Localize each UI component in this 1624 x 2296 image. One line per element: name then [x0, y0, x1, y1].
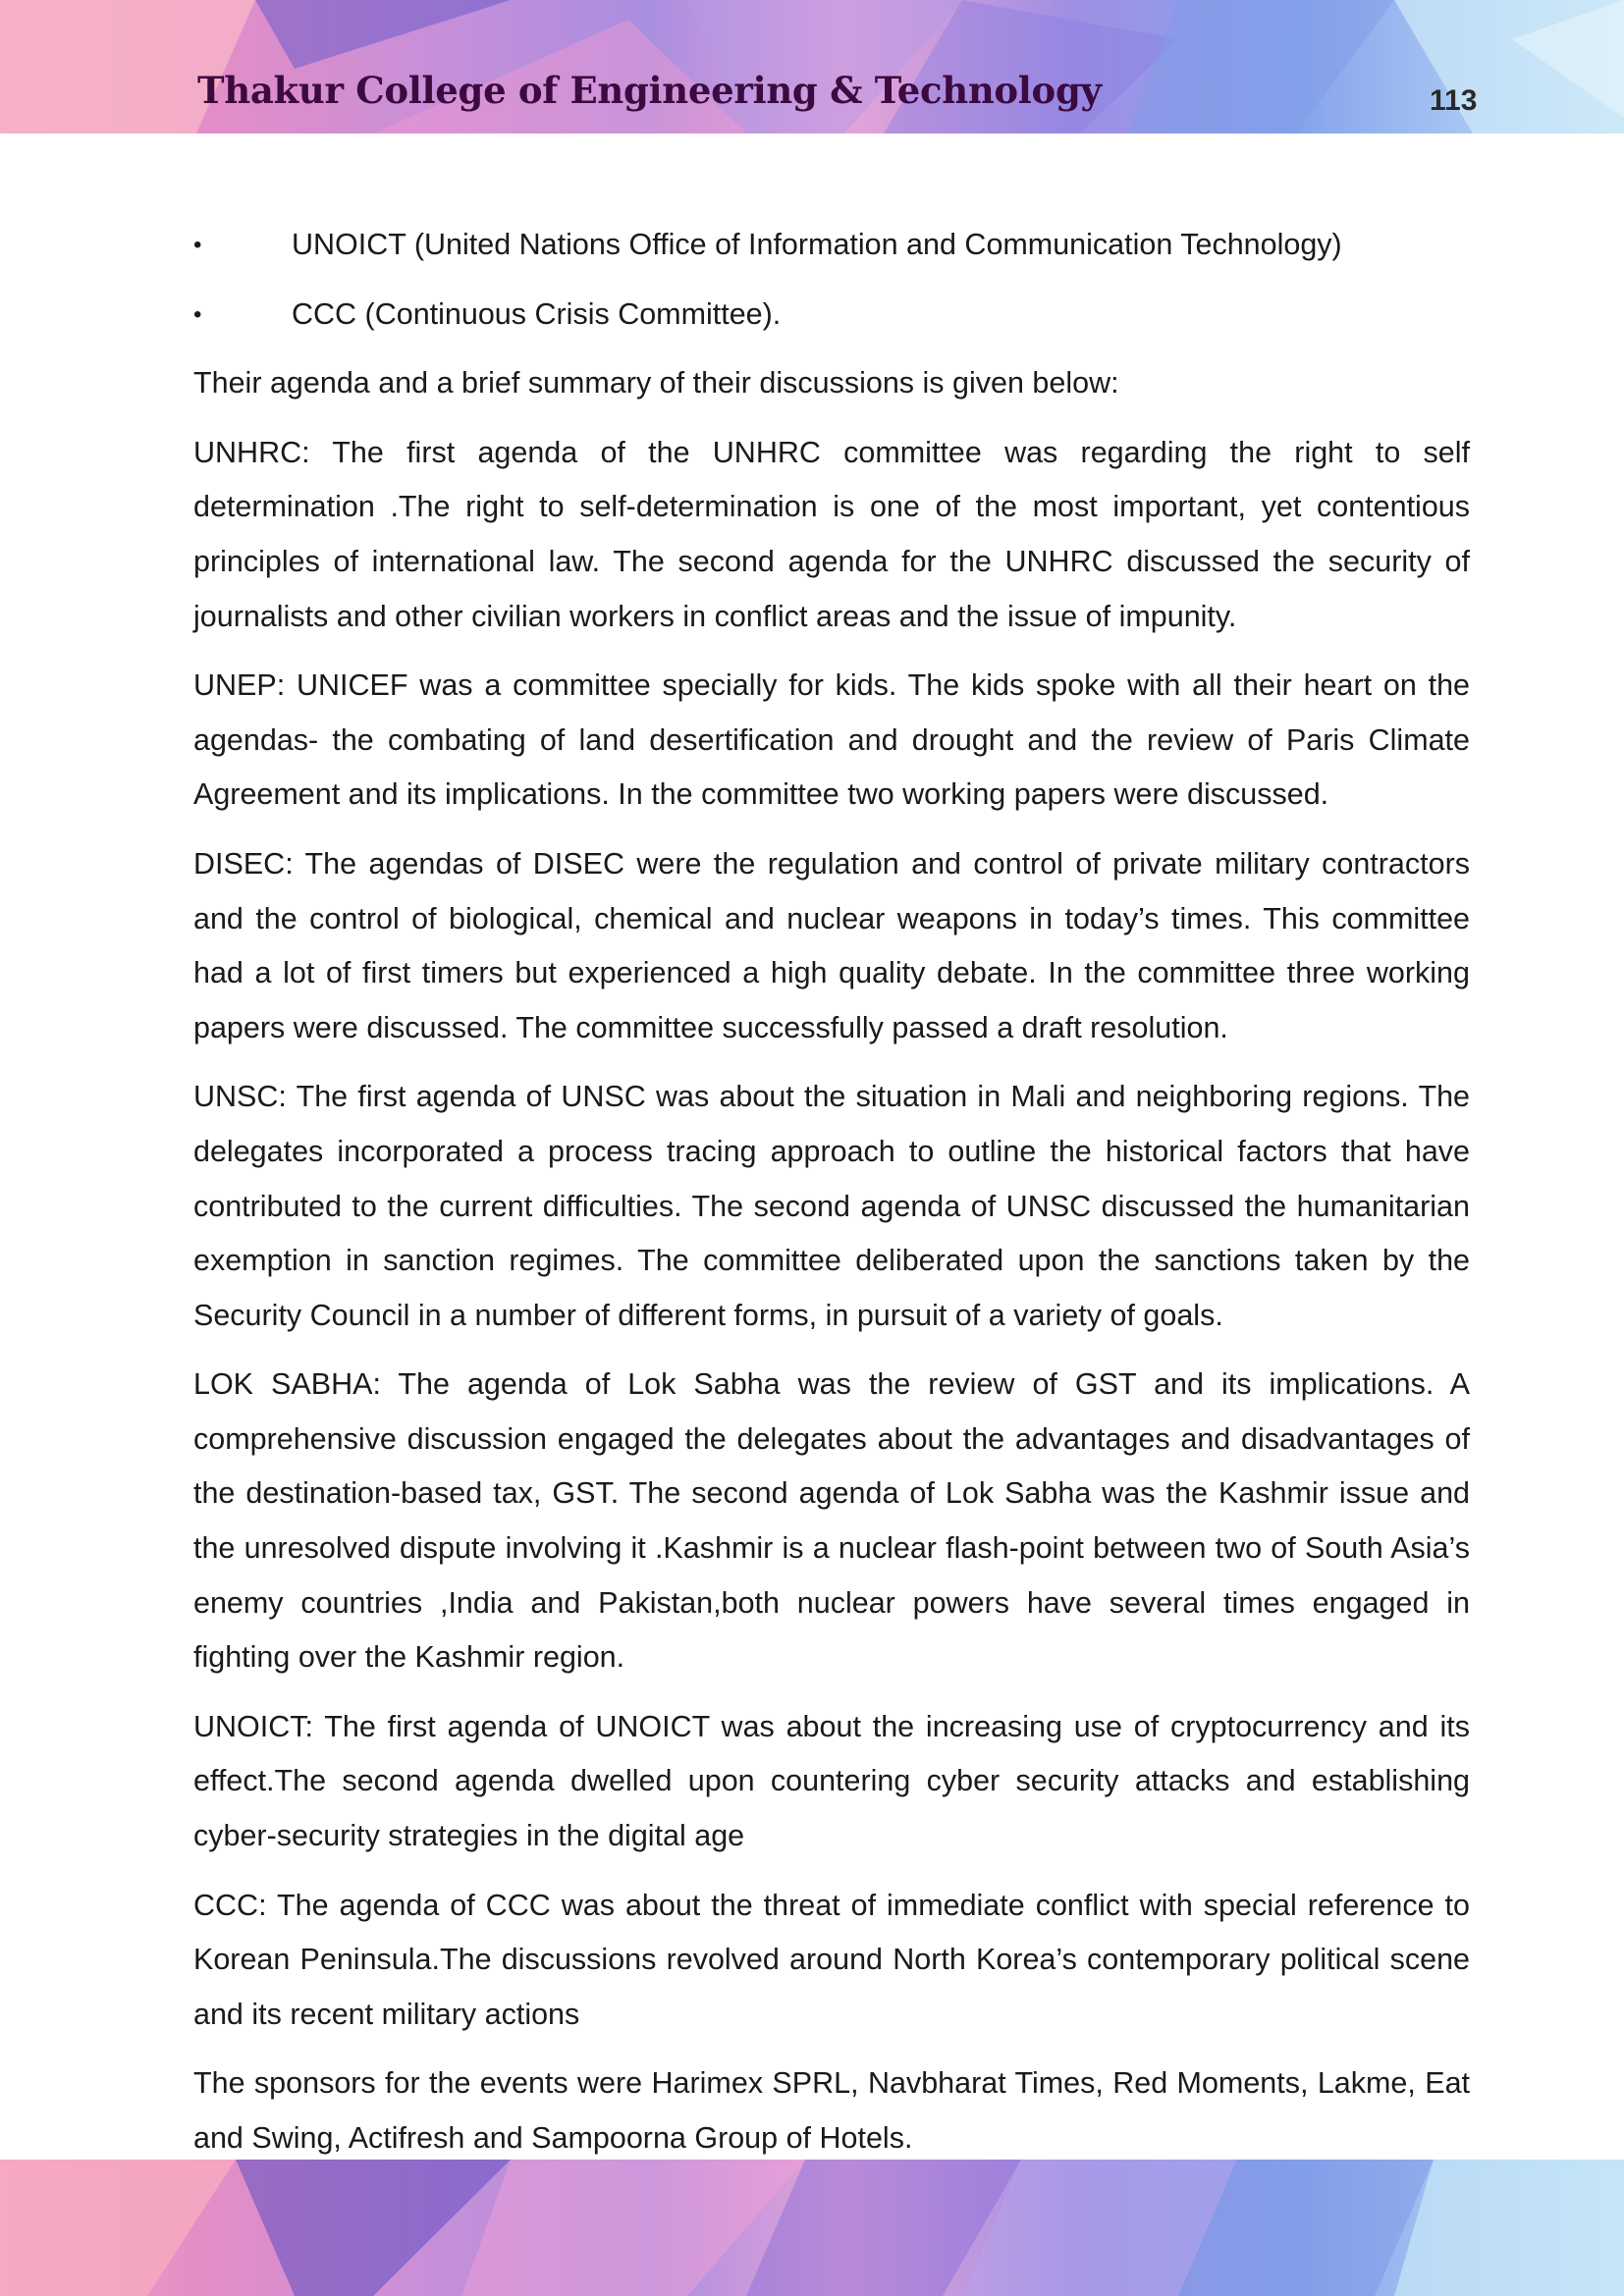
bullet-dot: •	[193, 300, 202, 328]
footer-decor-shapes	[0, 2160, 1624, 2296]
bullet-text: CCC (Continuous Crisis Committee).	[292, 296, 782, 331]
footer-banner	[0, 2160, 1624, 2296]
disec-paragraph: DISEC: The agendas of DISEC were the regulation and control of private military contractors and the control of biological, chemical and nuclear weapons in today’s times. This committee had a lot of first timers but experienced a high quality debate. In the committee three working papers were discussed. The committee successfully passed a draft resolution.	[193, 846, 1470, 1044]
lok-sabha-paragraph: LOK SABHA: The agenda of Lok Sabha was the review of GST and its implications. A comprehensive discussion engaged the delegates about the advantages and disadvantages of the destination-based tax, GST. The second agenda of Lok Sabha was the Kashmir issue and the unresolved dispute involving it .Kashmir is a nuclear flash-point between two of South Asia’s enemy countries ,India and Pakistan,both nuclear powers have several times engaged in fighting over the Kashmir region.	[193, 1367, 1470, 1675]
bullet-dot: •	[193, 232, 202, 258]
header-decor-shapes	[0, 0, 1624, 133]
page-content	[193, 218, 1470, 2181]
bullet-item	[193, 218, 1470, 273]
ccc-paragraph: CCC: The agenda of CCC was about the threat of immediate conflict with special reference to Korean Peninsula.The discussions revolved around North Korea’s contemporary political scene and its recent military actions	[193, 1888, 1470, 2031]
sponsors-paragraph: The sponsors for the events were Harimex SPRL, Navbharat Times, Red Moments, Lakme, Eat and Swing, Actifresh and Sampoorna Group of Hotels.	[193, 2066, 1470, 2155]
intro-paragraph: Their agenda and a brief summary of their discussions is given below:	[193, 366, 1119, 400]
college-name: Thakur College of Engineering & Technology	[197, 69, 1102, 112]
unhrc-paragraph: UNHRC: The first agenda of the UNHRC committee was regarding the right to self determination .The right to self-determination is one of the most important, yet contentious principles of international law. The second agenda for the UNHRC discussed the security of journalists and other civilian workers in conflict areas and the issue of impunity.	[193, 435, 1470, 633]
unoict-paragraph: UNOICT: The first agenda of UNOICT was about the increasing use of cryptocurrency and its effect.The second agenda dwelled upon countering cyber security attacks and establishing cyber-security strategies in the digital age	[193, 1709, 1470, 1853]
header-banner	[0, 0, 1624, 133]
unsc-paragraph: UNSC: The first agenda of UNSC was about the situation in Mali and neighboring regions. The delegates incorporated a process tracing approach to outline the historical factors that have contributed to the current difficulties. The second agenda of UNSC discussed the humanitarian exemption in sanction regimes. The committee deliberated upon the sanctions taken by the Security Council in a number of different forms, in pursuit of a variety of goals.	[193, 1080, 1470, 1332]
bullet-text: UNOICT (United Nations Office of Information and Communication Technology)	[292, 228, 1342, 261]
page-number: 113	[1430, 84, 1478, 117]
unep-paragraph: UNEP: UNICEF was a committee specially for kids. The kids spoke with all their heart on the agendas- the combating of land desertification and drought and the review of Paris Climate Agreement and its implications. In the committee two working papers were discussed.	[193, 668, 1470, 812]
bullet-item	[193, 288, 1470, 343]
